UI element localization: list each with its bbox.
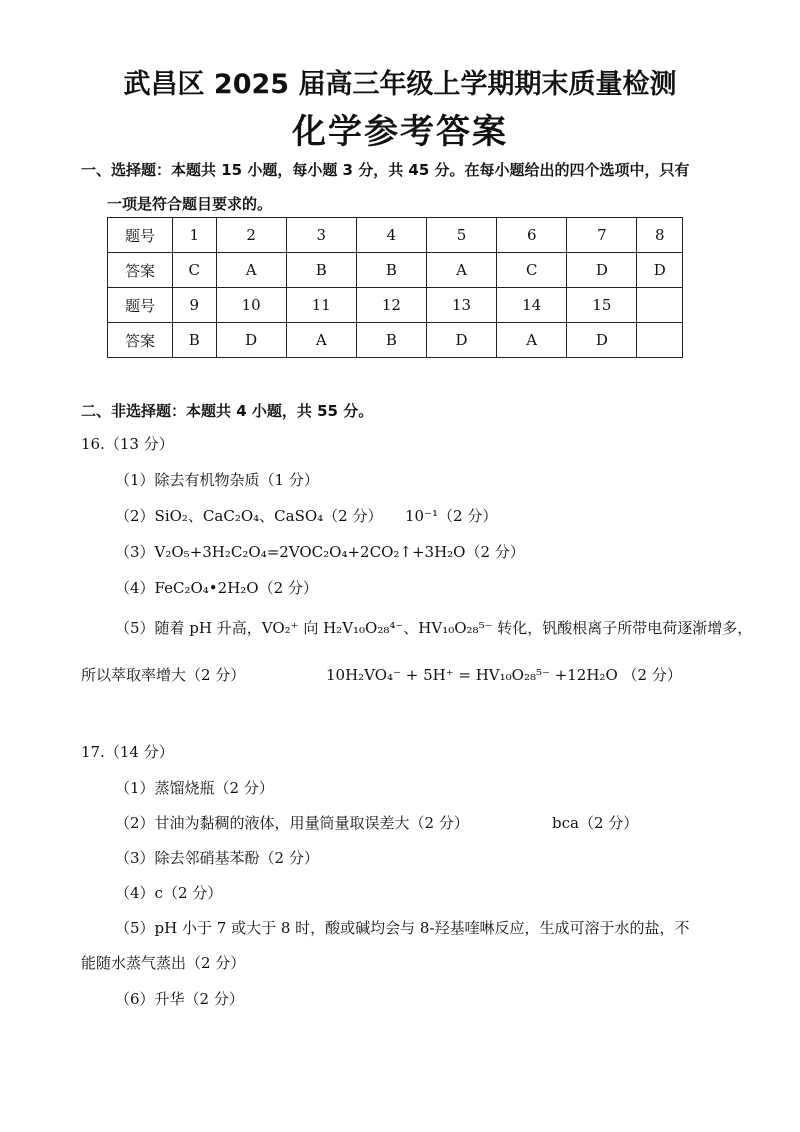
q16-answer-5-equation: 10H₂VO₄⁻ + 5H⁺ = HV₁₀O₂₈⁵⁻ +12H₂O （2 分）	[326, 666, 682, 684]
question-number: 4	[356, 218, 426, 253]
q17-answer-4: （4）c（2 分）	[115, 884, 223, 902]
row-label: 题号	[108, 218, 173, 253]
question-number: 10	[216, 288, 286, 323]
question-number: 15	[567, 288, 637, 323]
answer-cell: C	[173, 253, 217, 288]
question-number: 11	[286, 288, 356, 323]
q17-answer-2: （2）甘油为黏稠的液体，用量筒量取误差大（2 分）	[115, 814, 469, 832]
answer-cell: B	[286, 253, 356, 288]
table-row	[108, 323, 683, 358]
exam-title: 武昌区 2025 届高三年级上学期期末质量检测	[123, 69, 677, 100]
answer-cell: A	[427, 253, 497, 288]
answer-table	[107, 217, 683, 358]
q17-answer-1: （1）蒸馏烧瓶（2 分）	[115, 779, 274, 797]
question-number: 7	[567, 218, 637, 253]
q16-answer-1: （1）除去有机物杂质（1 分）	[115, 471, 319, 489]
q16-answer-4: （4）FeC₂O₄•2H₂O（2 分）	[115, 579, 318, 597]
question-number: 5	[427, 218, 497, 253]
q16-heading: 16.（13 分）	[81, 435, 174, 453]
q16-answer-2: （2）SiO₂、CaC₂O₄、CaSO₄（2 分）	[115, 507, 383, 525]
q16-answer-5-line2: 所以萃取率增大（2 分）	[81, 666, 246, 684]
q17-heading: 17.（14 分）	[81, 743, 174, 761]
question-number: 9	[173, 288, 217, 323]
answer-cell: B	[356, 323, 426, 358]
row-label: 答案	[108, 253, 173, 288]
row-label: 题号	[108, 288, 173, 323]
q17-answer-3: （3）除去邻硝基苯酚（2 分）	[115, 849, 319, 867]
question-number: 12	[356, 288, 426, 323]
question-number: 8	[637, 218, 683, 253]
question-number: 6	[497, 218, 567, 253]
q16-answer-5-line1: （5）随着 pH 升高，VO₂⁺ 向 H₂V₁₀O₂₈⁴⁻、HV₁₀O₂₈⁵⁻ 转化，钒酸根离子所带电荷逐渐增多，	[115, 619, 753, 637]
answer-cell: A	[286, 323, 356, 358]
q17-answer-6: （6）升华（2 分）	[115, 990, 244, 1008]
question-number: 13	[427, 288, 497, 323]
q17-answer-5-line2: 能随水蒸气蒸出（2 分）	[81, 954, 246, 972]
answer-cell: C	[497, 253, 567, 288]
answer-cell: D	[637, 253, 683, 288]
section1-heading-line1: 一、选择题：本题共 15 小题，每小题 3 分，共 45 分。在每小题给出的四个选项中，只有	[81, 161, 690, 179]
answer-cell: D	[567, 323, 637, 358]
q17-answer-2b: bca（2 分）	[552, 814, 639, 832]
answer-cell	[637, 323, 683, 358]
answer-cell: D	[216, 323, 286, 358]
document-subtitle: 化学参考答案	[292, 112, 508, 152]
question-number: 1	[173, 218, 217, 253]
answer-cell: A	[216, 253, 286, 288]
section2-heading: 二、非选择题：本题共 4 小题，共 55 分。	[81, 402, 374, 420]
q16-answer-3: （3）V₂O₅+3H₂C₂O₄=2VOC₂O₄+2CO₂↑+3H₂O（2 分）	[115, 543, 525, 561]
row-label: 答案	[108, 323, 173, 358]
answer-cell: D	[427, 323, 497, 358]
q16-answer-2b: 10⁻¹（2 分）	[405, 507, 498, 525]
answer-cell: D	[567, 253, 637, 288]
question-number: 3	[286, 218, 356, 253]
question-number: 14	[497, 288, 567, 323]
table-row	[108, 253, 683, 288]
table-row	[108, 288, 683, 323]
table-row	[108, 218, 683, 253]
answer-cell: B	[356, 253, 426, 288]
question-number	[637, 288, 683, 323]
question-number: 2	[216, 218, 286, 253]
answer-cell: A	[497, 323, 567, 358]
answer-cell: B	[173, 323, 217, 358]
q17-answer-5-line1: （5）pH 小于 7 或大于 8 时，酸或碱均会与 8-羟基喹啉反应，生成可溶于水的盐，不	[115, 919, 690, 937]
section1-heading-line2: 一项是符合题目要求的。	[107, 195, 273, 213]
